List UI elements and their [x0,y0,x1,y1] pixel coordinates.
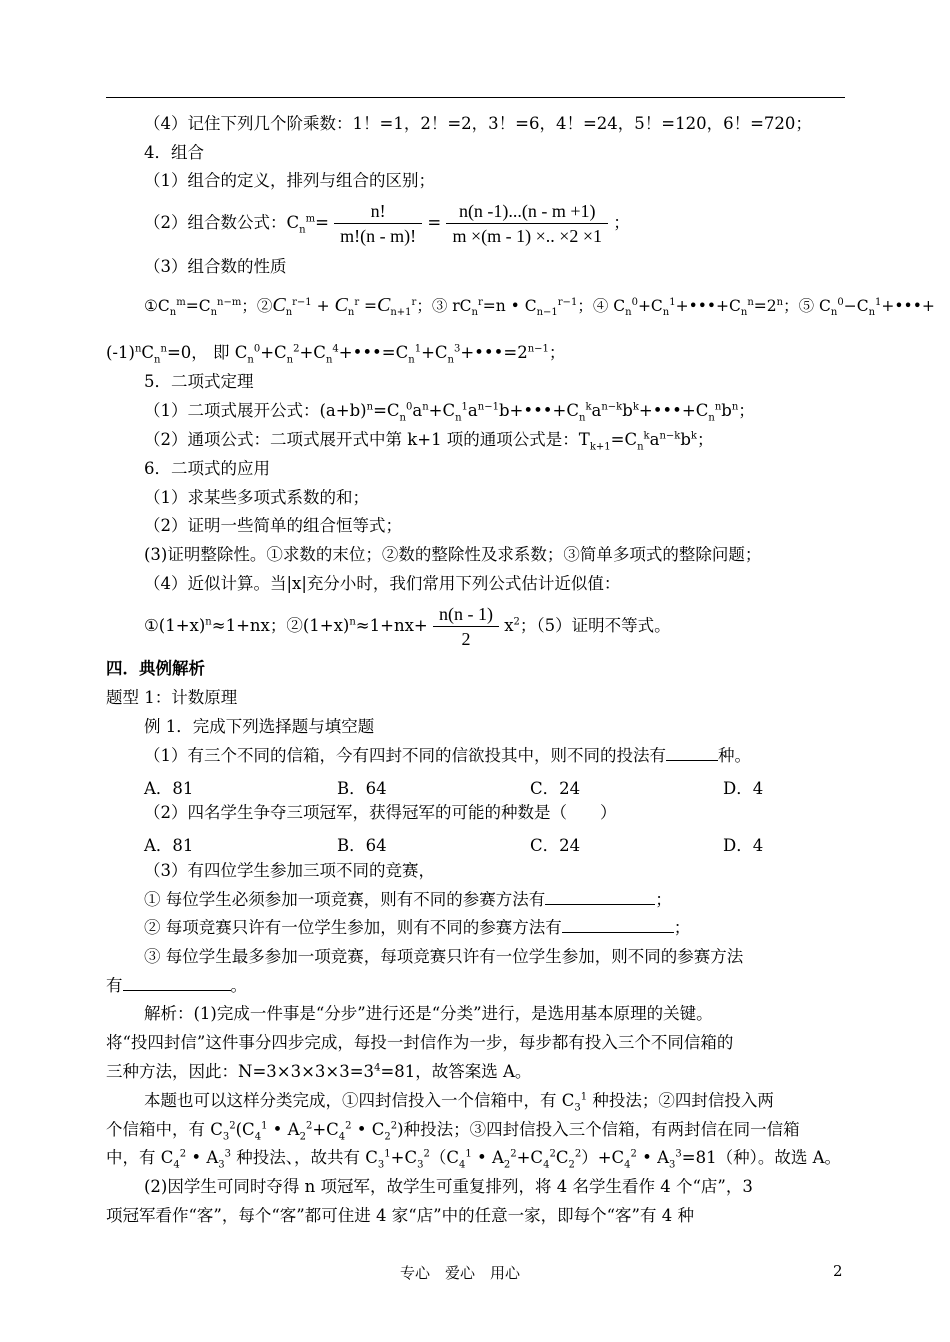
solution-text: (2)因学生可同时夺得 n 项冠军，故学生可重复排列，将 4 名学生看作 4 个“店”，3 [144,1177,753,1196]
solution-text: 将“投四封信”这件事分四步完成，每投一封信作为一步，每步都有投入三个不同信箱的 [106,1033,734,1052]
example-title: 例 1．完成下列选择题与填空题 [144,717,375,736]
option-c: C．24 [530,779,581,798]
fraction: $\frac{n!}{m!(n - m)!}$ [334,199,422,248]
text-line: （3）组合数的性质 [144,257,287,276]
solution-text: 中，有 $C_4^2$ • $A_3^3$ 种投法、，故共有 $C_3^1+C_3^2(C_4^1$ • $A_2^2+C_4^2C_2^2)+C_4^2$ • $A_3^3=81$（种）。故选 A。 [106,1148,842,1171]
page-number: 2 [833,1262,843,1280]
option-d: D．4 [723,779,764,798]
text-line: (3)证明整除性。①求数的末位；②数的整除性及求系数；③简单多项式的整除问题； [144,545,762,564]
footer-text: 专心 爱心 用心 [400,1264,521,1282]
subsection-title: 题型 1：计数原理 [106,688,238,707]
answer-blank [545,890,655,905]
text-line: （2）证明一些简单的组合恒等式； [144,516,402,535]
text-line: $(-1)^nC_n^n=0$， 即 $C_n^0+C_n^2+C_n^4+•••=C_n^1+C_n^3+•••=2^{n-1}$； [106,343,566,366]
solution-text: 三种方法，因此：$N=3\times 3\times 3\times 3=3^4=81$，故答案选 A。 [106,1062,532,1081]
section-heading: 6．二项式的应用 [144,459,270,478]
text-line: （1）二项式展开公式：$(a+b)^n=C_n^0a^n+C_n^1a^{n-1}b+•••+C_n^ka^{n-k}b^k+•••+C_n^nb^n$； [144,401,755,424]
answer-blank [123,976,231,991]
text-line: （1）求某些多项式系数的和； [144,488,369,507]
option-d: D．4 [723,836,764,855]
text-line: （4）记住下列几个阶乘数：1！=1，2！=2，3！=6，4！=24，5！=120，6！=720； [144,114,812,133]
option-b: B．64 [337,779,387,798]
text-line: （1）组合的定义，排列与组合的区别； [144,171,435,190]
text-line: （2）通项公式：二项式展开式中第 k+1 项的通项公式是：$T_{k+1}=C_n^ka^{n-k}b^k$； [144,430,714,453]
answer-blank [666,746,718,761]
text-line: （4）近似计算。当|x|充分小时，我们常用下列公式估计近似值： [144,574,621,593]
question-2: （2）四名学生争夺三项冠军，获得冠军的可能的种数是（ ） [144,803,617,822]
combination-formula: （2）组合数公式：$C_n^m=$ $\frac{n!}{m!(n - m)!}$ = $\frac{n(n -1)...(n - m +1)}{m \times(m - 1) \times.. \times 2 \times 1}$ ； [144,201,630,246]
answer-blank [562,918,674,933]
option-c: C．24 [530,836,581,855]
question-3-part-1: ① 每位学生必须参加一项竞赛，则有不同的参赛方法有 ； [144,890,672,909]
question-1: （1）有三个不同的信箱，今有四封不同的信欲投其中，则不同的投法有 种。 [144,746,751,765]
header-rule [106,97,845,98]
solution-text: 项冠军看作“客”，每个“客”都可住进 4 家“店”中的任意一家，即每个“客”有 4 种 [106,1206,694,1225]
solution-text: 本题也可以这样分类完成，①四封信投入一个信箱中，有 $C_3^1$ 种投法；②四封信投入两 [144,1091,774,1114]
solution-text: 解析：(1)完成一件事是“分步”进行还是“分类”进行，是选用基本原理的关键。 [144,1004,713,1023]
section-heading: 4．组合 [144,143,204,162]
question-3-part-2: ② 每项竞赛只许有一位学生参加，则有不同的参赛方法有 ； [144,918,691,937]
section-heading: 5．二项式定理 [144,372,254,391]
question-3-part-3-cont: 有 。 [106,976,247,995]
properties-line: $①C_n^m=C_n^{n-m}$；$②C_n^{r-1} + C_n^r =C_{n+1}^r$；③ $rC_n^r=n$ • $C_{n-1}^{r-1}$；④ $C_n^0+C_n^1+•••+C_n^n=2^n$；⑤ $C_n^0-C_n^1+•••+$ [144,294,935,319]
option-a: A．81 [144,779,194,798]
fraction: $\frac{n(n - 1)}{2}$ [433,602,499,651]
question-3-part-3: ③ 每位学生最多参加一项竞赛，每项竞赛只许有一位学生参加，则不同的参赛方法 [144,947,744,966]
option-a: A．81 [144,836,194,855]
solution-text: 个信箱中，有 $C_3^2(C_4^1$ • $A_2^2+C_4^2$ • $C_2^2$)种投法；③四封信投入三个信箱，有两封信在同一信箱 [106,1120,800,1143]
fraction: $\frac{n(n -1)...(n - m +1)}{m \times(m - 1) \times.. \times 2 \times 1}$ [446,199,608,248]
section-title: 四．典例解析 [106,659,205,678]
approximation-formula: $①(1+x)^n\approx 1+nx$；$②(1+x)^n\approx 1+nx+$ $\frac{n(n - 1)}{2}$ $x^2$；（5）证明不等式。 [144,604,671,649]
option-b: B．64 [337,836,387,855]
question-3: （3）有四位学生参加三项不同的竞赛， [144,861,435,880]
